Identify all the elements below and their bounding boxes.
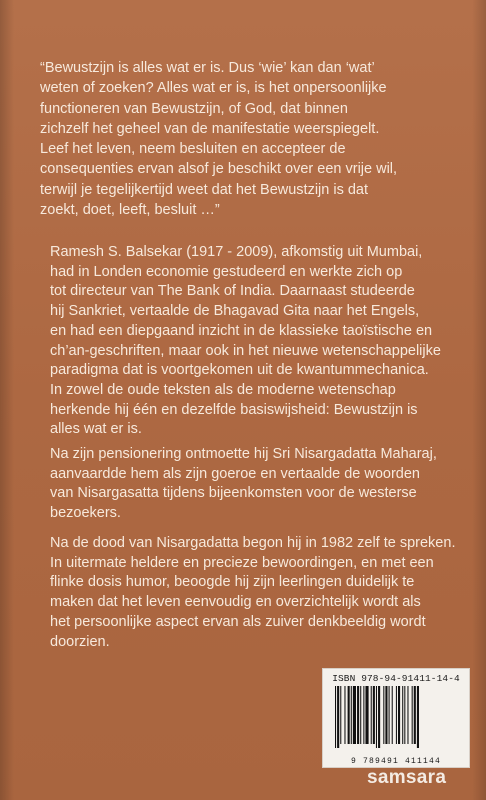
barcode-bar bbox=[360, 686, 361, 744]
barcode-bar bbox=[335, 686, 336, 748]
guru-paragraph: Na zijn pensionering ontmoette hij Sri Nisargadatta Maharaj, aanvaardde hem als zijn goeroe en vertaalde de woorden van Nisargasatta tijdens bijeenkomsten voor de westerse bezoekers. bbox=[50, 446, 437, 522]
cover-quote: “Bewustzijn is alles wat er is. Dus ‘wie’ kan dan ‘wat’ weten of zoeken? Alles wat er is, is het onpersoonlijke functioneren van Bewustzijn, of God, dat binnen zichzelf het geheel van de manifestatie weerspiegelt. Leef het leven, neem besluiten en accepteer de consequenties ervan alsof je beschikt over een vrije wil, terwijl je tegelijkertijd weet dat het Bewustzijn is dat zoekt, doet, leeft, besluit …” bbox=[40, 60, 398, 219]
barcode-bar bbox=[402, 686, 403, 744]
barcode-bar bbox=[357, 686, 359, 744]
barcode-bar bbox=[337, 686, 339, 748]
barcode-bar bbox=[351, 686, 352, 744]
barcode-bar bbox=[376, 686, 377, 748]
barcode-bar bbox=[363, 686, 364, 744]
barcode-bar bbox=[378, 686, 380, 748]
isbn-text: ISBN 978-94-91411-14-4 bbox=[332, 673, 460, 684]
barcode-bar bbox=[385, 686, 387, 744]
barcode-bar bbox=[392, 686, 393, 744]
author-bio-paragraph: Ramesh S. Balsekar (1917 - 2009), afkomstig uit Mumbai, had in Londen economie gestudeerd en werkte zich op tot directeur van The Bank of India. Daarnaast studeerde hij Sankriet, vertaalde de Bhagavad Gita naar het Engels, en had een diepgaand inzicht in de klassieke taoïstische en ch’an-geschriften, maar ook in het nieuwe wetenschappelijke paradigma dat is voortgekomen uit de kwantummechanica. In zowel de oude teksten als de moderne wetenschap herkende hij één en dezelfde basiswijsheid: Bewustzijn is alles wat er is. bbox=[50, 244, 441, 438]
barcode-bar bbox=[348, 686, 350, 744]
barcode-bar bbox=[353, 686, 356, 744]
barcode-bar bbox=[383, 686, 384, 744]
barcode-icon bbox=[333, 686, 461, 756]
barcode-label bbox=[322, 668, 470, 768]
barcode-bar bbox=[371, 686, 372, 744]
barcode-bar bbox=[407, 686, 408, 744]
barcode-bar bbox=[365, 686, 368, 744]
barcode-bar bbox=[373, 686, 375, 744]
barcode-bar bbox=[396, 686, 397, 744]
barcode-bar bbox=[340, 686, 341, 744]
barcode-bar bbox=[417, 686, 419, 748]
barcode-number: 9 789491 411144 bbox=[350, 757, 441, 766]
barcode-bar bbox=[344, 686, 345, 744]
barcode-bar bbox=[404, 686, 405, 744]
barcode-bar bbox=[414, 686, 416, 744]
barcode-bar bbox=[389, 686, 390, 744]
barcode-bar bbox=[398, 686, 400, 744]
barcode-bar bbox=[412, 686, 413, 744]
publisher-logo: samsara bbox=[367, 767, 447, 788]
teaching-paragraph: Na de dood van Nisargadatta begon hij in 1982 zelf te spreken. In uitermate heldere en precieze bewoordingen, en met een flinke dosis humor, beoogde hij zijn leerlingen duidelijk te maken dat het leven eenvoudig en overzichtelijk wordt als het persoonlijke aspect ervan als zuiver denkbeeldig wordt doorzien. bbox=[50, 535, 456, 650]
